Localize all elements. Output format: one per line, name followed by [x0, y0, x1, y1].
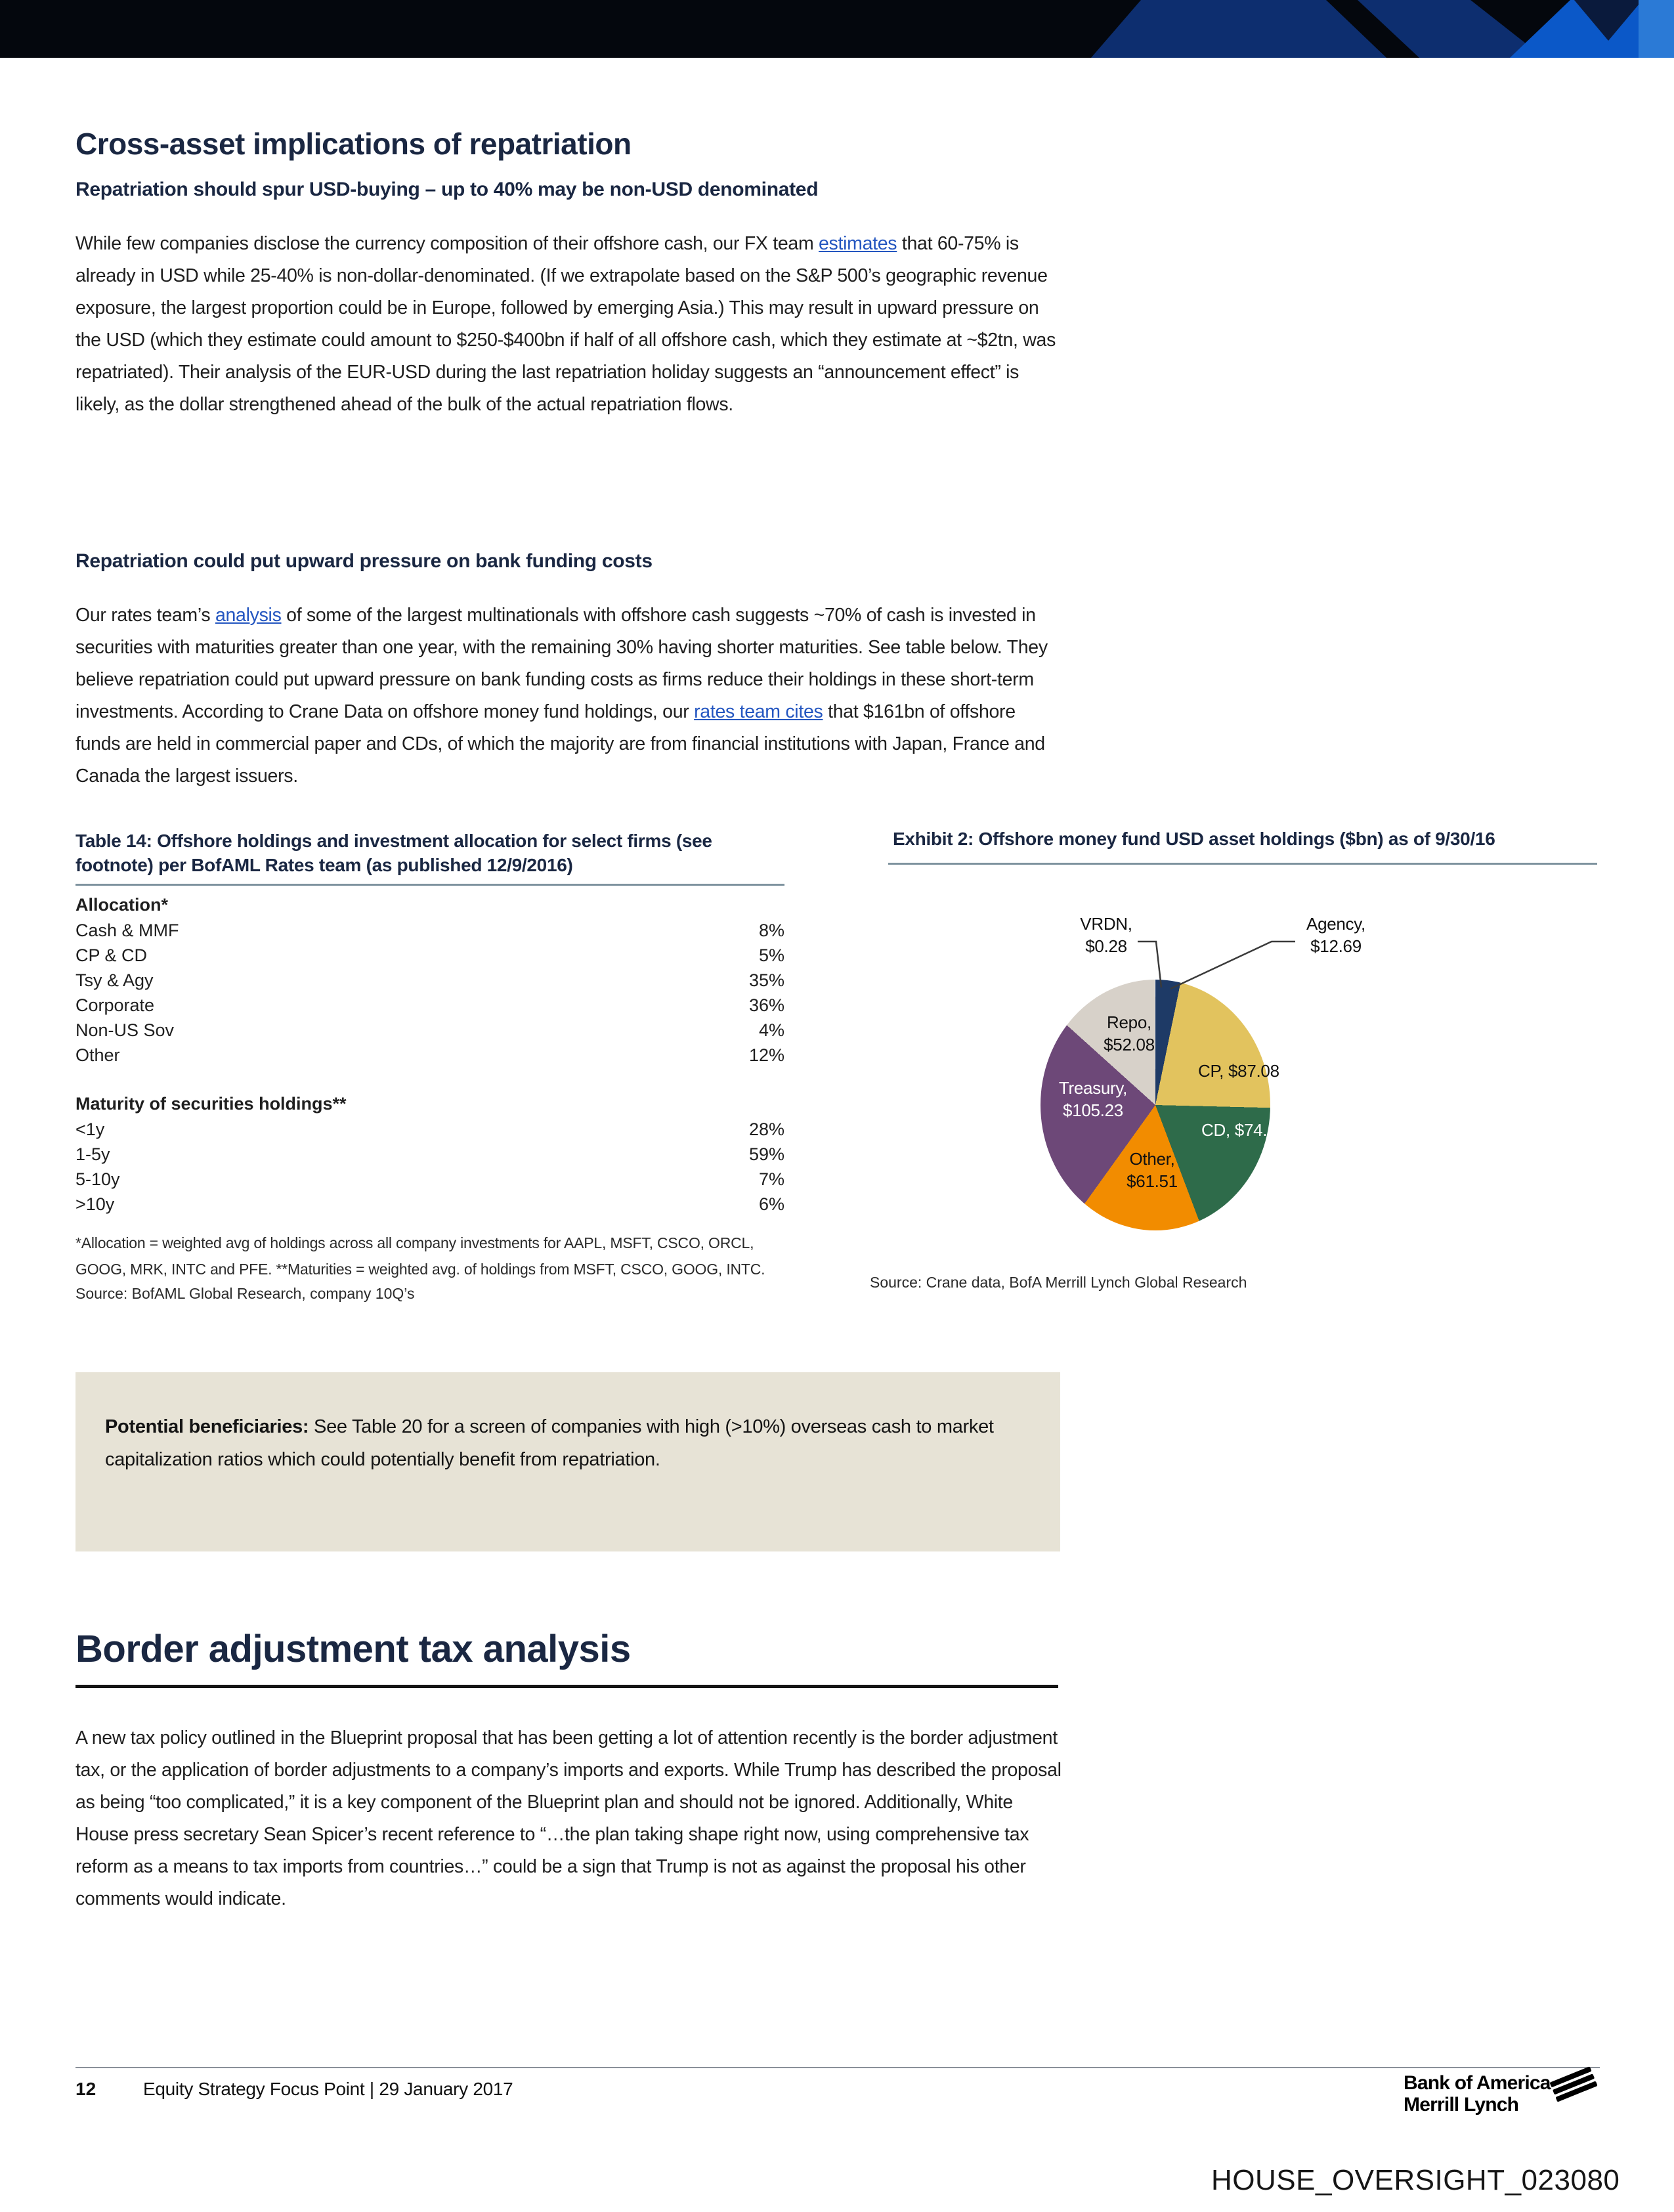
vrdn-label-value: $0.28 [1085, 936, 1127, 956]
table-14-maturity-rows [75, 1117, 784, 1217]
table-row [75, 993, 784, 1018]
agency-label-name: Agency, [1306, 914, 1365, 934]
exhibit-2-title-rule [888, 863, 1597, 865]
row-value: 7% [758, 1169, 784, 1189]
subheading-bank-funding: Repatriation could put upward pressure on bank funding costs [75, 550, 653, 572]
bofaml-logo-text [1404, 2072, 1561, 2115]
exhibit-2 [870, 829, 1602, 1291]
potential-beneficiaries-lead: Potential beneficiaries: [105, 1416, 309, 1437]
row-value: 4% [758, 1020, 784, 1040]
row-value: 8% [758, 921, 784, 940]
table-row [75, 1043, 784, 1068]
table-row [75, 1142, 784, 1167]
row-value: 12% [748, 1045, 784, 1065]
table-row [75, 943, 784, 968]
link-analysis[interactable]: analysis [215, 604, 282, 626]
table-14-title: Table 14: Offshore holdings and investment allocation for select firms (see footnote) per BofAML Rates team (as published 12/9/2016) [75, 831, 712, 875]
row-label: Cash & MMF [75, 921, 179, 940]
link-rates-team-cites[interactable]: rates team cites [694, 701, 823, 722]
table-14-title-rule [75, 884, 784, 886]
other-label-name: Other, [1129, 1149, 1175, 1169]
paragraph-rates-team [75, 599, 1063, 792]
pie-callout-vrdn [1063, 913, 1149, 957]
table-row [75, 1167, 784, 1192]
pie-slice-label-treasury [1027, 1077, 1159, 1121]
row-label: 1-5y [75, 1144, 110, 1164]
table-14-allocation-header: Allocation* [75, 895, 169, 915]
table-row [75, 1117, 784, 1142]
footer-rule [75, 2067, 1600, 2068]
para2-pre: Our rates team’s [75, 604, 215, 626]
potential-beneficiaries-body: See Table 20 for a screen of companies with high (>10%) overseas cash to market capitalization ratios which could potentially benefit from repatriation. [105, 1416, 994, 1470]
potential-beneficiaries-text [105, 1410, 1014, 1476]
document-stamp: HOUSE_OVERSIGHT_023080 [1211, 2164, 1620, 2196]
treasury-label-name: Treasury, [1058, 1078, 1128, 1098]
row-label: Tsy & Agy [75, 970, 154, 990]
paragraph-border-tax: A new tax policy outlined in the Blueprint proposal that has been getting a lot of attention recently is the border adjustment tax, or the application of border adjustments to a company’s imports and exports. While Trump has described the proposal as being “too complicated,” it is a key component of the Blueprint plan and should not be ignored. Additionally, White House press secretary Sean Spicer’s recent reference to “…the plan taking shape right now, using comprehensive tax reform as a means to tax imports from countries…” could be a sign that Trump is not as against the proposal his other comments would indicate. [75, 1727, 1062, 1909]
pie-slice-label-cp: CP, $87.08 [1198, 1061, 1279, 1081]
row-value: 6% [758, 1194, 784, 1214]
table-14 [75, 829, 784, 1303]
row-label: Corporate [75, 995, 155, 1015]
row-value: 28% [748, 1119, 784, 1139]
row-value: 5% [758, 945, 784, 965]
row-value: 36% [748, 995, 784, 1015]
paragraph-fx-repatriation [75, 228, 1063, 421]
treasury-label-value: $105.23 [1063, 1100, 1123, 1120]
pie-slice-label-cd: CD, $74.17 [1201, 1120, 1286, 1140]
row-value: 35% [748, 970, 784, 990]
bofa-flag-icon [1548, 2066, 1600, 2106]
border-tax-title-rule [75, 1685, 1058, 1688]
table-14-section-gap [75, 1068, 784, 1090]
subheading-usd-buying: Repatriation should spur USD-buying – up to 40% may be non-USD denominated [75, 179, 819, 200]
para2-post: that $161bn of offshore funds are held in commercial paper and CDs, of which the majority are from financial institutions with Japan, France and Canada the largest issuers. [75, 701, 1045, 787]
table-14-maturity-header: Maturity of securities holdings** [75, 1094, 347, 1114]
table-row [75, 1192, 784, 1217]
table-row [75, 1018, 784, 1043]
link-estimates[interactable]: estimates [819, 232, 897, 254]
table-14-allocation-rows [75, 918, 784, 1068]
row-label: Non-US Sov [75, 1020, 175, 1040]
pie-slice-label-repo [1077, 1011, 1182, 1056]
para2-mid: of some of the largest multinationals with offshore cash suggests ~70% of cash is invested in securities with maturities greater than one year, with the remaining 30% having shorter maturities. See table below. They believe repatriation could put upward pressure on bank funding costs as firms reduce their holdings in these short-term investments. According to Crane Data on offshore money fund holdings, our [75, 604, 1048, 722]
section-title-border-tax: Border adjustment tax analysis [75, 1628, 631, 1670]
other-label-value: $61.51 [1127, 1171, 1178, 1191]
row-label: >10y [75, 1194, 115, 1214]
row-label: Other [75, 1045, 120, 1065]
repo-label-name: Repo, [1107, 1012, 1151, 1032]
pie-slice-label-other [1100, 1148, 1205, 1192]
row-label: <1y [75, 1119, 105, 1139]
report-header-banner [0, 0, 1674, 58]
footer-report-title: Equity Strategy Focus Point | 29 January 2017 [143, 2079, 513, 2099]
banner-chevron-art-icon [0, 0, 1674, 58]
exhibit-2-title: Exhibit 2: Offshore money fund USD asset holdings ($bn) as of 9/30/16 [893, 829, 1495, 849]
table-row [75, 968, 784, 993]
section-title-cross-asset: Cross-asset implications of repatriation [75, 127, 632, 161]
row-label: 5-10y [75, 1169, 120, 1189]
para1-post: that 60-75% is already in USD while 25-40% is non-dollar-denominated. (If we extrapolate based on the S&P 500’s geographic revenue exposure, the largest proportion could be in Europe, followed by emerging Asia.) This may result in upward pressure on the USD (which they estimate could amount to $250-$400bn if half of all offshore cash, which they estimate at ~$2tn, was repatriated). Their analysis of the EUR-USD during the last repatriation holiday suggests an “announcement effect” is likely, as the dollar strengthened ahead of the bulk of the actual repatriation flows. [75, 232, 1056, 415]
footer-page-number: 12 [75, 2079, 97, 2099]
agency-label-value: $12.69 [1310, 936, 1362, 956]
potential-beneficiaries-box [75, 1372, 1060, 1551]
exhibit-2-source: Source: Crane data, BofA Merrill Lynch Global Research [870, 1274, 1247, 1291]
table-row [75, 918, 784, 943]
pie-callout-agency [1283, 913, 1388, 957]
table-14-footnote: *Allocation = weighted avg of holdings across all company investments for AAPL, MSFT, CSCO, ORCL, GOOG, MRK, INTC and PFE. **Maturities = weighted avg. of holdings from MSFT, CSCO, GOOG, INTC. [75, 1234, 765, 1278]
vrdn-label-name: VRDN, [1080, 914, 1132, 934]
table-14-source: Source: BofAML Global Research, company 10Q’s [75, 1285, 415, 1302]
row-label: CP & CD [75, 945, 148, 965]
para1-pre: While few companies disclose the currency composition of their offshore cash, our FX team [75, 232, 819, 254]
repo-label-value: $52.08 [1104, 1035, 1155, 1054]
row-value: 59% [748, 1144, 784, 1164]
logo-line-bank-of-america: Bank of America [1404, 2072, 1551, 2094]
logo-line-merrill-lynch: Merrill Lynch [1404, 2094, 1519, 2115]
